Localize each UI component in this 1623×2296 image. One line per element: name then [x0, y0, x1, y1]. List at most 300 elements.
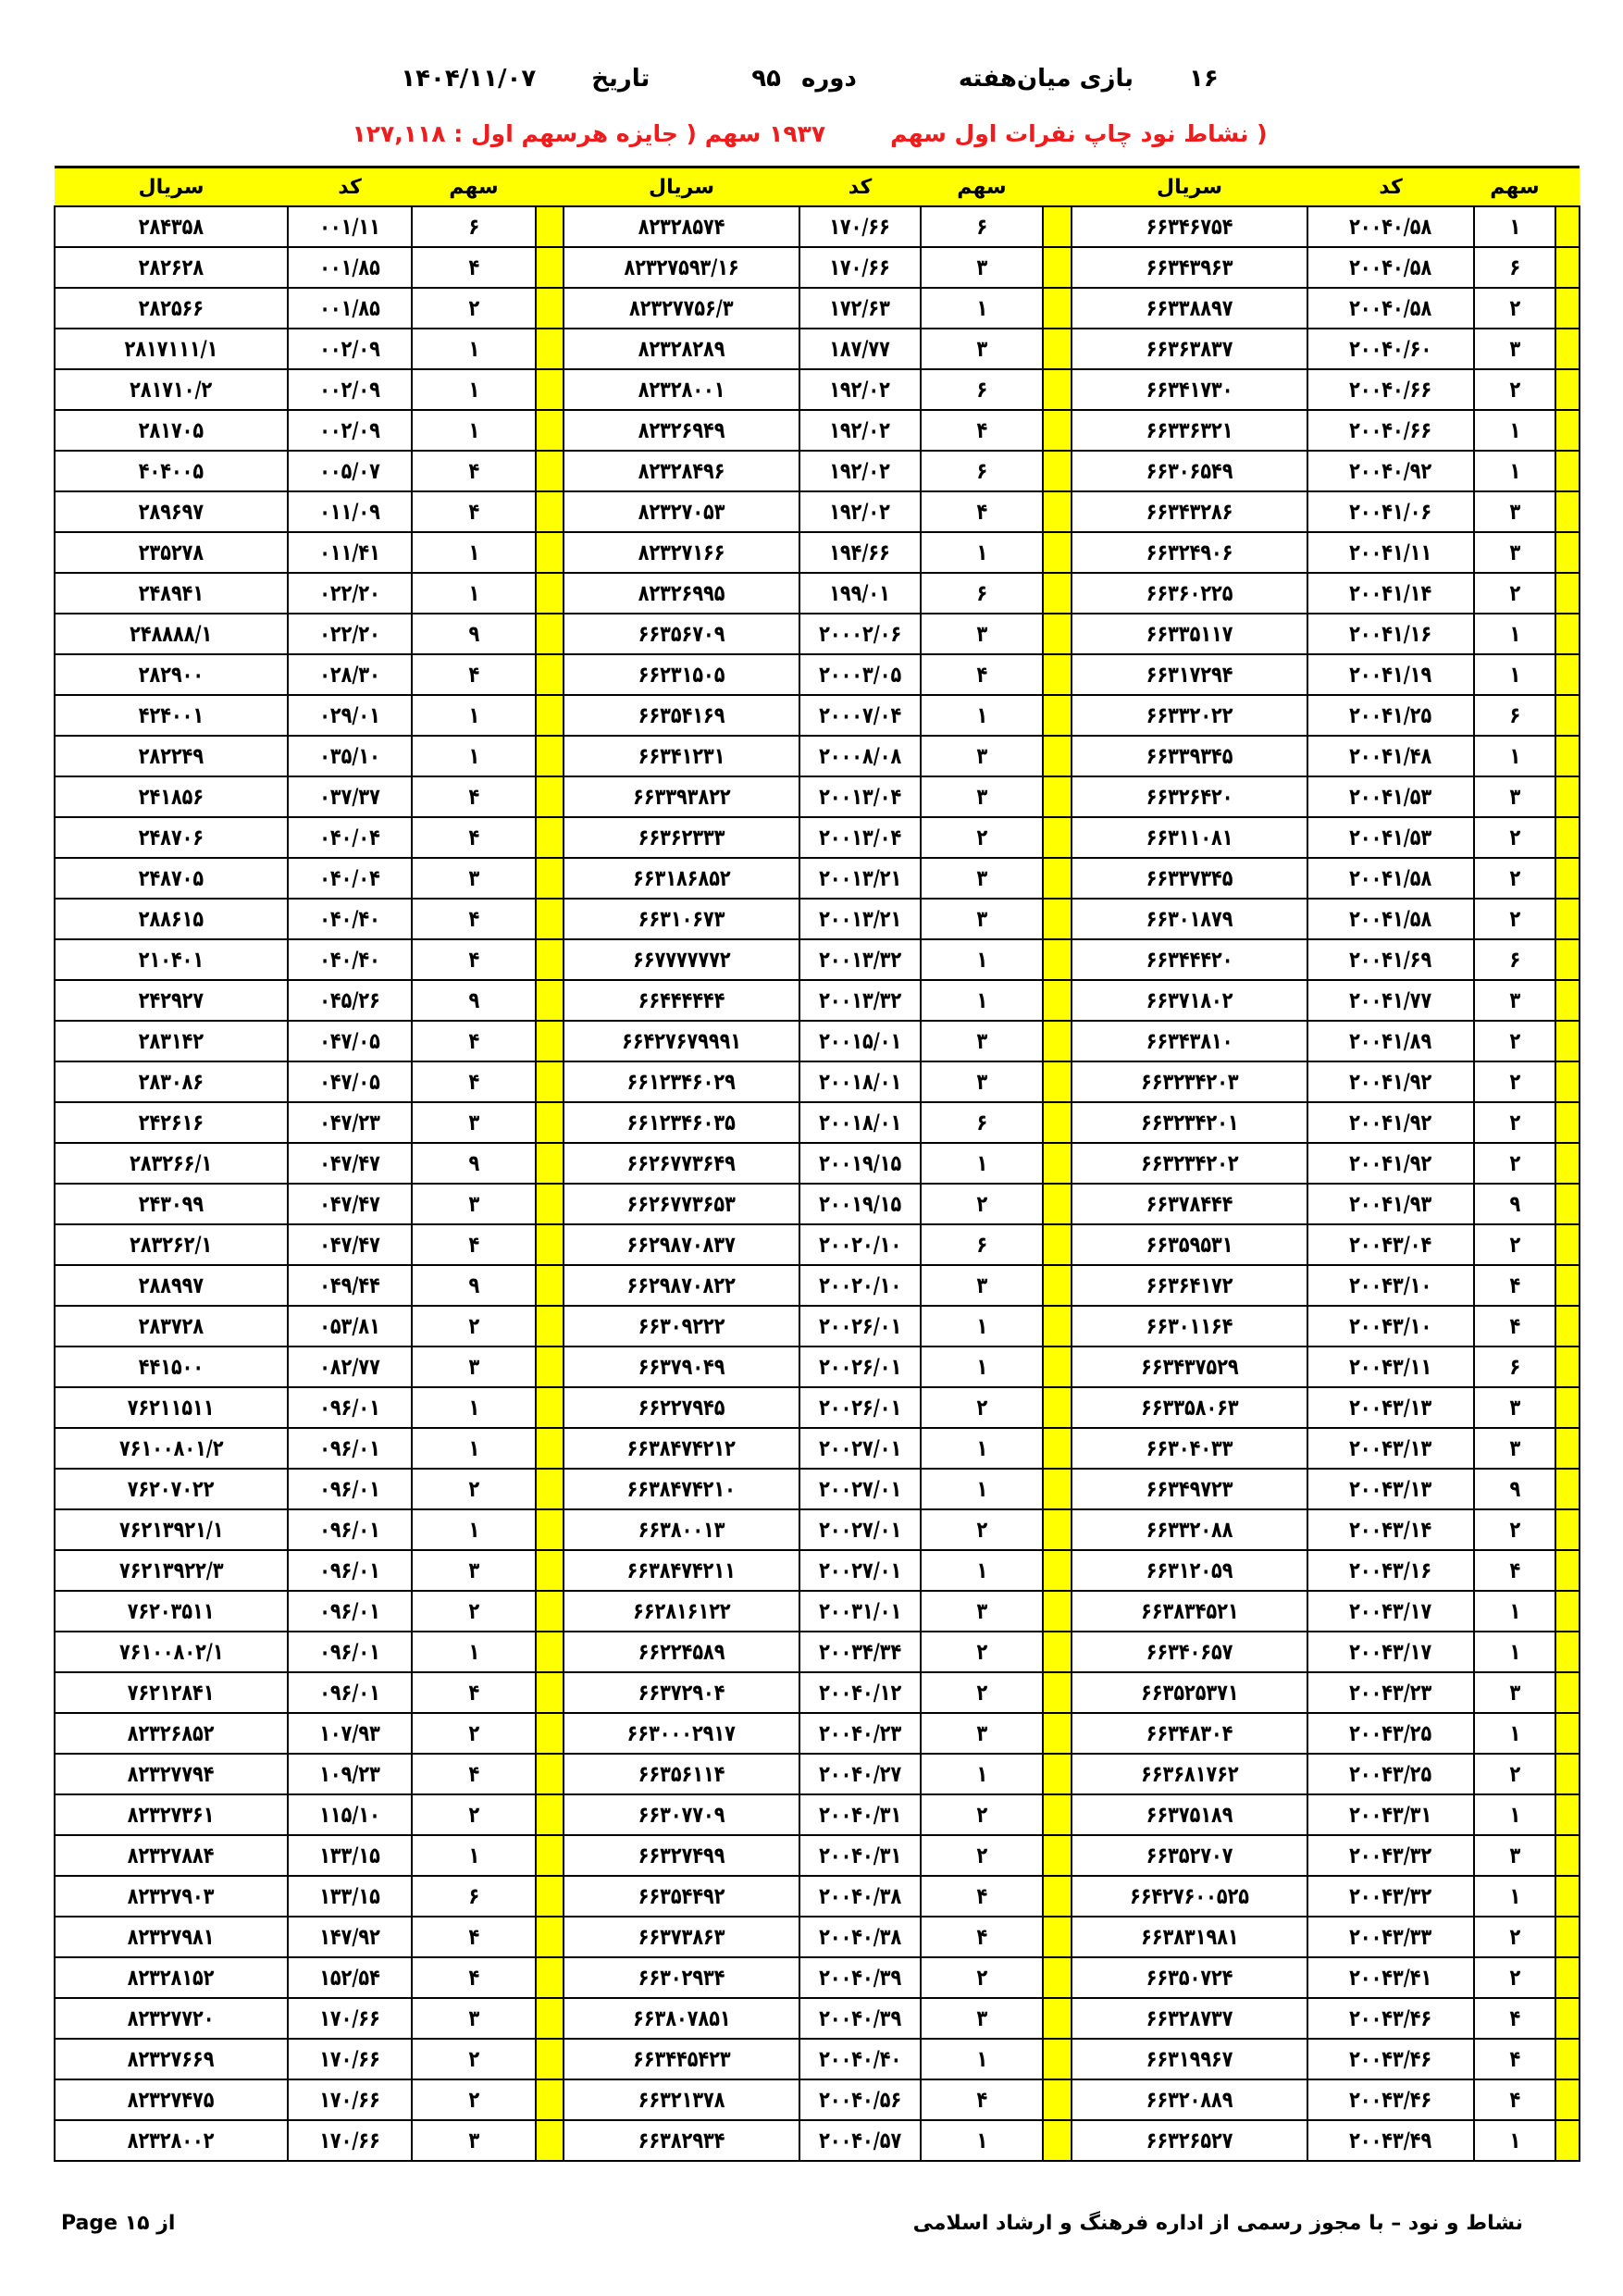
serial-cell	[564, 1876, 799, 1917]
share-cell	[1474, 1102, 1555, 1143]
share-value: ۳	[976, 2005, 987, 2031]
table-row	[55, 1672, 1580, 1713]
serial-value: ۶۶۳۴۸۳۰۴	[1146, 1720, 1233, 1746]
serial-value: ۷۶۲۰۳۵۱۱	[128, 1598, 215, 1624]
share-value: ۱	[1509, 2128, 1520, 2153]
table-row	[55, 1632, 1580, 1672]
code-cell	[1307, 1835, 1474, 1876]
serial-value: ۶۶۷۷۷۷۷۷۲	[632, 947, 731, 973]
code-value: ۰۹۶/۰۱	[319, 1517, 380, 1543]
code-value: ۲۰۰۱۳/۳۲	[818, 987, 902, 1013]
code-value: ۲۰۰۴۱/۵۸	[1349, 906, 1432, 932]
serial-cell	[55, 1632, 288, 1672]
code-cell	[799, 1713, 921, 1754]
share-cell	[1474, 614, 1555, 654]
serial-value: ۶۶۳۳۹۳۸۲۲	[632, 784, 731, 810]
code-value: ۲۰۰۴۳/۴۶	[1349, 2046, 1432, 2072]
spacer-cell	[536, 1591, 564, 1632]
code-value: ۲۰۰۴۰/۵۷	[818, 2128, 902, 2153]
share-cell	[921, 410, 1043, 451]
spacer-cell	[1043, 939, 1072, 980]
share-cell	[412, 776, 536, 817]
code-cell	[288, 899, 412, 939]
code-value: ۰۰۱/۸۵	[319, 254, 380, 280]
serial-value: ۲۸۸۹۹۷	[138, 1272, 204, 1298]
share-cell	[921, 2120, 1043, 2161]
spacer-cell	[1043, 1469, 1072, 1509]
serial-cell	[564, 736, 799, 776]
code-value: ۲۰۰۴۱/۵۸	[1349, 865, 1432, 891]
share-value: ۳	[976, 784, 987, 810]
serial-cell	[55, 1143, 288, 1184]
serial-cell	[55, 614, 288, 654]
code-cell	[1307, 1306, 1474, 1347]
serial-cell	[1072, 1794, 1307, 1835]
table-row	[55, 899, 1580, 939]
share-cell	[1474, 2120, 1555, 2161]
serial-cell	[564, 1469, 799, 1509]
serial-value: ۶۶۳۷۳۸۶۳	[638, 1924, 725, 1950]
table-row	[55, 939, 1580, 980]
code-cell	[1307, 1754, 1474, 1794]
code-value: ۲۰۰۴۱/۰۶	[1349, 499, 1432, 525]
serial-value: ۶۶۳۴۹۷۲۳	[1146, 1476, 1233, 1502]
serial-value: ۶۶۳۵۲۵۳۷۱	[1140, 1680, 1239, 1706]
code-cell	[1307, 1509, 1474, 1550]
spacer-cell	[1043, 1713, 1072, 1754]
column-header-share: سهم	[412, 168, 536, 207]
spacer-cell	[536, 451, 564, 491]
code-cell	[799, 1509, 921, 1550]
code-cell	[288, 1143, 412, 1184]
code-value: ۲۰۰۴۰/۳۱	[818, 1802, 902, 1828]
code-cell	[1307, 858, 1474, 899]
serial-cell	[564, 1102, 799, 1143]
serial-cell	[1072, 2039, 1307, 2079]
table-row	[55, 491, 1580, 532]
serial-value: ۸۲۳۲۸۱۵۲	[128, 1965, 215, 1991]
serial-cell	[55, 206, 288, 247]
column-header-share: سهم	[1474, 168, 1555, 207]
code-cell	[288, 980, 412, 1021]
serial-cell	[564, 1509, 799, 1550]
serial-value: ۶۶۳۵۴۱۶۹	[638, 702, 725, 728]
share-value: ۱	[976, 1150, 987, 1176]
share-cell	[921, 1876, 1043, 1917]
serial-value: ۸۲۳۲۸۵۷۴	[638, 214, 725, 240]
code-value: ۲۰۰۲۶/۰۱	[818, 1354, 902, 1380]
serial-cell	[1072, 1387, 1307, 1428]
code-cell	[1307, 1265, 1474, 1306]
share-cell	[921, 329, 1043, 369]
serial-value: ۶۶۳۲۶۴۲۰	[1146, 784, 1233, 810]
serial-value: ۲۸۳۷۲۸	[138, 1313, 204, 1339]
code-cell	[799, 247, 921, 288]
serial-cell	[564, 1794, 799, 1835]
share-cell	[1474, 939, 1555, 980]
serial-value: ۲۸۱۷۰۵	[138, 417, 204, 443]
share-value: ۱	[468, 580, 479, 606]
share-value: ۴	[976, 1924, 987, 1950]
page-number: Page ۱۵ از	[61, 2212, 176, 2235]
table-row	[55, 2120, 1580, 2161]
code-value: ۲۰۰۲۶/۰۱	[818, 1395, 902, 1421]
spacer-cell	[536, 1428, 564, 1469]
serial-cell	[1072, 1102, 1307, 1143]
share-cell	[412, 369, 536, 410]
code-value: ۲۰۰۴۰/۳۸	[818, 1883, 902, 1909]
serial-cell	[1072, 1184, 1307, 1224]
share-value: ۱	[976, 2128, 987, 2153]
code-cell	[799, 736, 921, 776]
share-cell	[412, 532, 536, 573]
serial-cell	[564, 980, 799, 1021]
code-value: ۲۰۰۴۰/۲۷	[818, 1761, 902, 1787]
code-value: ۲۰۰۴۰/۵۸	[1349, 254, 1432, 280]
code-value: ۱۵۲/۵۴	[319, 1965, 380, 1991]
serial-cell	[564, 1061, 799, 1102]
code-value: ۱۹۲/۰۲	[829, 499, 891, 525]
serial-cell	[55, 410, 288, 451]
spacer-cell	[536, 288, 564, 329]
code-value: ۲۰۰۴۳/۱۳	[1349, 1395, 1432, 1421]
share-cell	[1474, 1143, 1555, 1184]
serial-value: ۶۶۳۴۱۷۳۰	[1146, 377, 1233, 403]
serial-value: ۶۶۳۶۳۸۳۷	[1146, 336, 1233, 362]
share-cell	[1474, 1632, 1555, 1672]
serial-cell	[564, 1632, 799, 1672]
code-value: ۱۴۷/۹۲	[319, 1924, 380, 1950]
serial-value: ۶۶۳۴۳۹۶۳	[1146, 254, 1233, 280]
code-cell	[288, 206, 412, 247]
code-cell	[288, 1469, 412, 1509]
spacer-cell	[1555, 1632, 1580, 1672]
serial-value: ۸۲۳۲۸۰۰۲	[128, 2128, 215, 2153]
code-cell	[288, 1754, 412, 1794]
share-cell	[921, 1550, 1043, 1591]
share-value: ۳	[1509, 1680, 1520, 1706]
share-value: ۳	[976, 1598, 987, 1624]
serial-cell	[1072, 1469, 1307, 1509]
share-value: ۲	[976, 1965, 987, 1991]
share-cell	[1474, 1265, 1555, 1306]
table-row	[55, 1347, 1580, 1387]
serial-value: ۶۶۲۶۷۷۳۶۵۳	[626, 1191, 737, 1217]
spacer-cell	[1555, 2079, 1580, 2120]
share-value: ۲	[1509, 295, 1520, 321]
spacer-cell	[1555, 1061, 1580, 1102]
serial-cell	[564, 1672, 799, 1713]
share-value: ۳	[468, 865, 479, 891]
spacer-cell	[1555, 410, 1580, 451]
code-value: ۲۰۰۴۰/۵۸	[1349, 214, 1432, 240]
spacer-cell	[536, 1306, 564, 1347]
spacer-cell	[1555, 206, 1580, 247]
share-value: ۶	[1509, 1354, 1520, 1380]
share-cell	[412, 491, 536, 532]
serial-cell	[1072, 1143, 1307, 1184]
serial-value: ۷۶۲۱۳۹۲۲/۳	[118, 1558, 224, 1583]
share-value: ۹	[468, 1272, 479, 1298]
serial-value: ۶۶۳۵۶۷۰۹	[638, 621, 725, 647]
code-cell	[799, 1061, 921, 1102]
share-cell	[412, 1754, 536, 1794]
code-cell	[1307, 1061, 1474, 1102]
share-cell	[1474, 1591, 1555, 1632]
serial-value: ۲۸۲۵۶۶	[138, 295, 204, 321]
serial-cell	[1072, 288, 1307, 329]
spacer-cell	[1555, 736, 1580, 776]
share-value: ۱	[1509, 214, 1520, 240]
share-value: ۳	[976, 1720, 987, 1746]
spacer-cell	[536, 1754, 564, 1794]
serial-cell	[55, 1428, 288, 1469]
spacer-cell	[1043, 1509, 1072, 1550]
code-cell	[288, 1998, 412, 2039]
serial-cell	[1072, 532, 1307, 573]
share-cell	[921, 206, 1043, 247]
share-value: ۳	[976, 621, 987, 647]
code-cell	[1307, 1591, 1474, 1632]
spacer-cell	[536, 614, 564, 654]
share-cell	[921, 1794, 1043, 1835]
share-value: ۲	[1509, 1965, 1520, 1991]
share-value: ۱	[976, 295, 987, 321]
share-cell	[1474, 736, 1555, 776]
code-cell	[799, 1021, 921, 1061]
code-value: ۲۰۰۴۰/۹۲	[1349, 458, 1432, 484]
table-row	[55, 1102, 1580, 1143]
code-value: ۲۰۰۱۳/۰۴	[818, 784, 902, 810]
serial-value: ۸۲۳۲۷۹۰۳	[128, 1883, 215, 1909]
code-cell	[799, 1428, 921, 1469]
share-value: ۲	[1509, 1232, 1520, 1258]
table-row	[55, 695, 1580, 736]
code-value: ۰۹۶/۰۱	[319, 1435, 380, 1461]
serial-cell	[1072, 1591, 1307, 1632]
code-cell	[1307, 2039, 1474, 2079]
table-row	[55, 1917, 1580, 1957]
serial-value: ۸۲۳۲۷۸۸۴	[128, 1843, 215, 1868]
share-value: ۴	[468, 458, 479, 484]
share-value: ۱	[976, 1761, 987, 1787]
column-header-code: کد	[288, 168, 412, 207]
code-cell	[1307, 1713, 1474, 1754]
share-value: ۶	[976, 377, 987, 403]
share-cell	[1474, 1835, 1555, 1876]
serial-value: ۶۶۳۲۰۸۸۹	[1146, 2087, 1233, 2113]
code-value: ۰۰۱/۱۱	[319, 214, 380, 240]
share-value: ۱	[976, 1354, 987, 1380]
code-value: ۲۰۰۲۰/۱۰	[818, 1272, 902, 1298]
code-cell	[1307, 1021, 1474, 1061]
serial-value: ۶۶۳۲۱۳۷۸	[638, 2087, 725, 2113]
code-cell	[288, 410, 412, 451]
serial-value: ۸۲۳۲۷۴۷۵	[128, 2087, 215, 2113]
table-row	[55, 1224, 1580, 1265]
share-cell	[921, 1998, 1043, 2039]
code-cell	[799, 573, 921, 614]
serial-cell	[55, 2039, 288, 2079]
table-row	[55, 1998, 1580, 2039]
spacer-cell	[536, 491, 564, 532]
code-cell	[288, 1306, 412, 1347]
column-header-serial: سریال	[564, 168, 799, 207]
serial-value: ۶۶۳۲۳۴۲۰۳	[1140, 1069, 1239, 1095]
document-header	[278, 65, 1342, 93]
column-header-serial: سریال	[1072, 168, 1307, 207]
serial-cell	[55, 1713, 288, 1754]
serial-cell	[564, 410, 799, 451]
table-row	[55, 1428, 1580, 1469]
share-cell	[412, 736, 536, 776]
code-cell	[1307, 939, 1474, 980]
serial-value: ۲۴۱۸۵۶	[138, 784, 204, 810]
share-value: ۶	[1509, 947, 1520, 973]
code-cell	[799, 858, 921, 899]
share-value: ۱	[1509, 458, 1520, 484]
column-header-code: کد	[1307, 168, 1474, 207]
code-value: ۰۴۰/۴۰	[319, 906, 380, 932]
serial-value: ۶۶۳۸۲۹۳۴	[638, 2128, 725, 2153]
share-value: ۶	[976, 458, 987, 484]
code-value: ۲۰۰۲۶/۰۱	[818, 1313, 902, 1339]
serial-cell	[1072, 1957, 1307, 1998]
code-value: ۱۰۹/۲۳	[319, 1761, 380, 1787]
spacer-cell	[1043, 1347, 1072, 1387]
serial-cell	[564, 1428, 799, 1469]
share-value: ۲	[468, 295, 479, 321]
serial-value: ۴۰۴۰۰۵	[138, 458, 204, 484]
code-value: ۲۰۰۴۱/۱۱	[1349, 540, 1432, 565]
share-cell	[921, 1917, 1043, 1957]
serial-cell	[564, 654, 799, 695]
share-value: ۳	[976, 1272, 987, 1298]
code-cell	[288, 451, 412, 491]
code-cell	[1307, 1387, 1474, 1428]
serial-value: ۶۶۳۶۸۱۷۶۲	[1140, 1761, 1239, 1787]
subtitle-right: ( نشاط نود چاپ نفرات اول سهم	[890, 120, 1268, 147]
serial-value: ۲۴۸۹۴۱	[138, 580, 204, 606]
share-cell	[412, 614, 536, 654]
period-label: دوره	[800, 65, 857, 93]
serial-value: ۶۶۳۰۲۹۳۴	[638, 1965, 725, 1991]
code-cell	[1307, 899, 1474, 939]
code-value: ۲۰۰۴۱/۴۸	[1349, 743, 1432, 769]
share-value: ۲	[1509, 825, 1520, 850]
share-value: ۲	[976, 1680, 987, 1706]
serial-cell	[1072, 2079, 1307, 2120]
share-cell	[1474, 491, 1555, 532]
serial-cell	[55, 573, 288, 614]
spacer-cell	[1555, 1224, 1580, 1265]
spacer-cell	[536, 1021, 564, 1061]
code-value: ۲۰۰۴۳/۱۴	[1349, 1517, 1432, 1543]
table-row	[55, 451, 1580, 491]
code-value: ۱۹۴/۶۶	[829, 540, 891, 565]
serial-value: ۶۶۳۶۰۲۲۵	[1146, 580, 1233, 606]
code-value: ۱۸۷/۷۷	[829, 336, 891, 362]
code-value: ۲۰۰۴۳/۳۱	[1349, 1802, 1432, 1828]
table-row	[55, 247, 1580, 288]
code-cell	[288, 858, 412, 899]
share-value: ۱	[1509, 1639, 1520, 1665]
code-cell	[799, 1672, 921, 1713]
share-cell	[1474, 1550, 1555, 1591]
serial-value: ۶۶۳۶۲۳۳۳	[638, 825, 725, 850]
share-cell	[412, 2120, 536, 2161]
code-value: ۱۷۰/۶۶	[319, 2087, 380, 2113]
code-cell	[1307, 1917, 1474, 1957]
code-cell	[799, 491, 921, 532]
serial-cell	[1072, 614, 1307, 654]
period-value: ۹۵	[751, 65, 781, 93]
spacer-cell	[536, 736, 564, 776]
code-value: ۰۰۲/۰۹	[319, 377, 380, 403]
code-cell	[1307, 451, 1474, 491]
spacer-cell	[1555, 1428, 1580, 1469]
column-header-code: کد	[799, 168, 921, 207]
game-label: بازی میان‌هفته	[958, 65, 1134, 93]
serial-cell	[564, 817, 799, 858]
serial-cell	[55, 1061, 288, 1102]
serial-value: ۶۶۳۱۹۹۶۷	[1146, 2046, 1233, 2072]
code-cell	[799, 614, 921, 654]
code-value: ۲۰۰۱۳/۰۴	[818, 825, 902, 850]
share-value: ۲	[1509, 1517, 1520, 1543]
code-value: ۲۰۰۴۳/۱۷	[1349, 1639, 1432, 1665]
code-cell	[288, 1021, 412, 1061]
share-cell	[921, 1754, 1043, 1794]
spacer-cell	[1555, 614, 1580, 654]
serial-cell	[55, 1224, 288, 1265]
serial-value: ۲۴۳۰۹۹	[138, 1191, 204, 1217]
share-cell	[1474, 1672, 1555, 1713]
serial-cell	[55, 1509, 288, 1550]
serial-value: ۸۲۳۲۶۸۵۲	[128, 1720, 215, 1746]
share-value: ۳	[1509, 336, 1520, 362]
share-value: ۱	[1509, 1598, 1520, 1624]
serial-cell	[1072, 776, 1307, 817]
spacer-cell	[1555, 247, 1580, 288]
spacer-cell	[536, 1632, 564, 1672]
serial-cell	[564, 1387, 799, 1428]
code-value: ۱۹۲/۰۲	[829, 377, 891, 403]
code-cell	[288, 1347, 412, 1387]
serial-cell	[1072, 573, 1307, 614]
serial-cell	[564, 776, 799, 817]
serial-cell	[55, 369, 288, 410]
code-cell	[288, 817, 412, 858]
share-value: ۱	[468, 1435, 479, 1461]
share-cell	[921, 532, 1043, 573]
share-cell	[921, 817, 1043, 858]
share-value: ۱	[468, 336, 479, 362]
serial-cell	[55, 1387, 288, 1428]
serial-cell	[1072, 1835, 1307, 1876]
code-cell	[288, 1061, 412, 1102]
spacer-cell	[1043, 776, 1072, 817]
code-value: ۲۰۰۴۰/۶۶	[1349, 377, 1432, 403]
serial-value: ۶۶۳۳۹۳۴۵	[1146, 743, 1233, 769]
code-value: ۲۰۰۱۹/۱۵	[818, 1191, 902, 1217]
spacer-cell	[1555, 695, 1580, 736]
share-value: ۳	[468, 1558, 479, 1583]
serial-value: ۲۸۸۶۱۵	[138, 906, 204, 932]
serial-cell	[564, 614, 799, 654]
share-value: ۲	[468, 1598, 479, 1624]
spacer-cell	[536, 1957, 564, 1998]
